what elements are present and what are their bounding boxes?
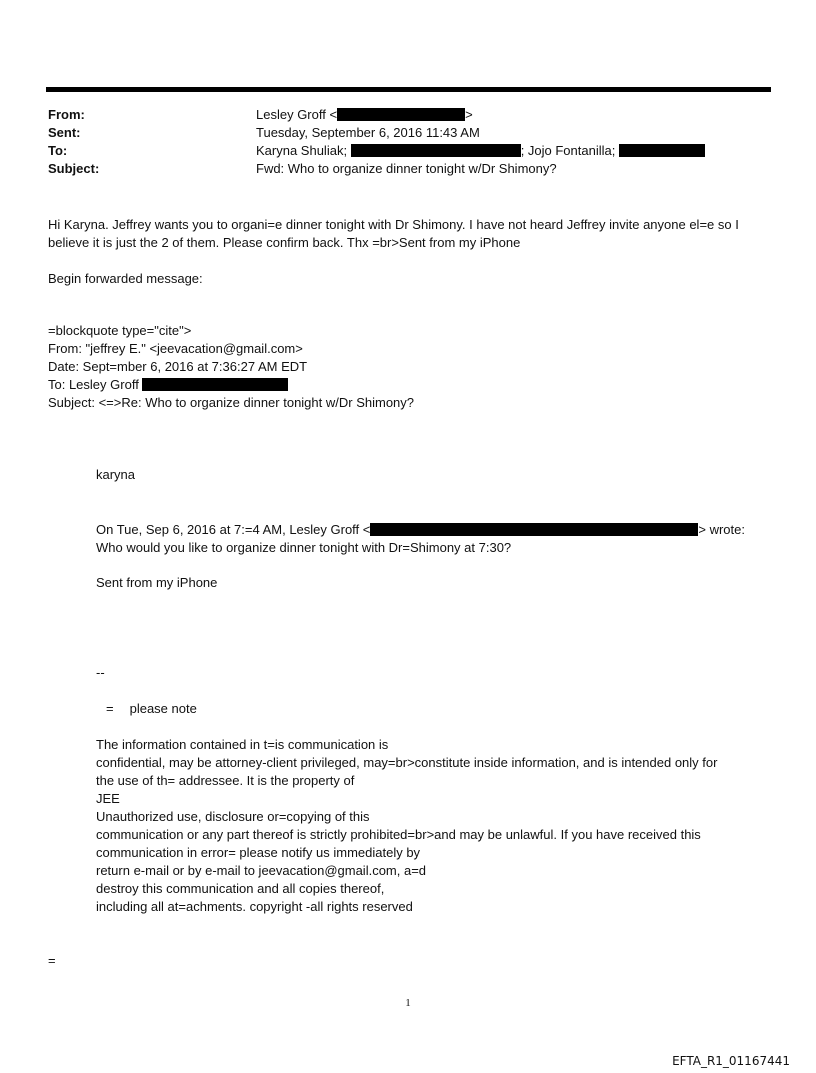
forwarded-intro: Begin forwarded message: bbox=[48, 271, 203, 286]
reply-quote bbox=[96, 521, 745, 557]
email-header bbox=[48, 106, 768, 178]
body-paragraph bbox=[48, 216, 778, 252]
fwd-from: From: "jeffrey E." <jeevacation@gmail.com> bbox=[48, 341, 303, 356]
subject-row bbox=[48, 160, 768, 178]
fwd-subject: Subject: <=>Re: Who to organize dinner tonight w/Dr Shimony? bbox=[48, 395, 415, 410]
body-line: believe it is just the 2 of them. Please confirm back. Thx =br>Sent from my iPhone bbox=[48, 235, 521, 250]
signature-dashes: -- bbox=[96, 665, 105, 680]
redaction-box bbox=[351, 144, 521, 157]
trailing-equals: = bbox=[48, 953, 56, 968]
sent-row bbox=[48, 124, 768, 142]
disclaimer-line: return e-mail or by e-mail to jeevacation@gmail.com, a=d bbox=[96, 863, 427, 878]
forwarded-header bbox=[48, 322, 414, 412]
subject-label: Subject: bbox=[48, 161, 100, 176]
sent-value: Tuesday, September 6, 2016 11:43 AM bbox=[256, 125, 480, 140]
from-name: Lesley Groff < bbox=[256, 107, 338, 122]
to-name1: Karyna Shuliak; bbox=[256, 143, 348, 158]
fwd-date: Date: Sept=mber 6, 2016 at 7:36:27 AM EDT bbox=[48, 359, 308, 374]
redaction-box bbox=[619, 144, 705, 157]
body-line: Hi Karyna. Jeffrey wants you to organi=e dinner tonight with Dr Shimony. I have not heard Jeffrey invite anyone el=e so I bbox=[48, 217, 739, 232]
top-rule bbox=[46, 87, 771, 92]
please-note-line: = please note bbox=[106, 701, 197, 716]
disclaimer bbox=[96, 736, 717, 916]
sent-from-iphone: Sent from my iPhone bbox=[96, 575, 218, 590]
reply-karyna: karyna bbox=[96, 467, 136, 482]
document-id: EFTA_R1_01167441 bbox=[672, 1054, 790, 1068]
subject-value: Fwd: Who to organize dinner tonight w/Dr Shimony? bbox=[256, 161, 557, 176]
page-number: 1 bbox=[405, 997, 411, 1009]
disclaimer-line: destroy this communication and all copies thereof, bbox=[96, 881, 385, 896]
disclaimer-line: including all at=achments. copyright -all rights reserved bbox=[96, 899, 413, 914]
from-row bbox=[48, 106, 768, 124]
to-row bbox=[48, 142, 768, 160]
disclaimer-line: JEE bbox=[96, 791, 120, 806]
disclaimer-line: the use of th= addressee. It is the property of bbox=[96, 773, 355, 788]
disclaimer-line: communication or any part thereof is strictly prohibited=br>and may be unlawful. If you have received this bbox=[96, 827, 701, 842]
on-line: On Tue, Sep 6, 2016 at 7:=4 AM, Lesley Groff < > wrote: bbox=[96, 522, 745, 537]
disclaimer-line: The information contained in t=is communication is bbox=[96, 737, 389, 752]
redaction-box bbox=[370, 523, 698, 536]
fwd-to: To: Lesley Groff bbox=[48, 376, 414, 394]
from-label: From: bbox=[48, 107, 85, 122]
sent-label: Sent: bbox=[48, 125, 81, 140]
disclaimer-line: confidential, may be attorney-client privileged, may=br>constitute inside information, and is intended only for bbox=[96, 755, 718, 770]
redaction-box bbox=[142, 378, 288, 391]
to-label: To: bbox=[48, 143, 68, 158]
redaction-box bbox=[337, 108, 465, 121]
blockquote-line: =blockquote type="cite"> bbox=[48, 323, 192, 338]
disclaimer-line: communication in error= please notify us immediately by bbox=[96, 845, 421, 860]
from-end: > bbox=[465, 107, 473, 122]
reply-question: Who would you like to organize dinner tonight with Dr=Shimony at 7:30? bbox=[96, 540, 512, 555]
disclaimer-line: Unauthorized use, disclosure or=copying of this bbox=[96, 809, 370, 824]
to-name2: ; Jojo Fontanilla; bbox=[520, 143, 616, 158]
